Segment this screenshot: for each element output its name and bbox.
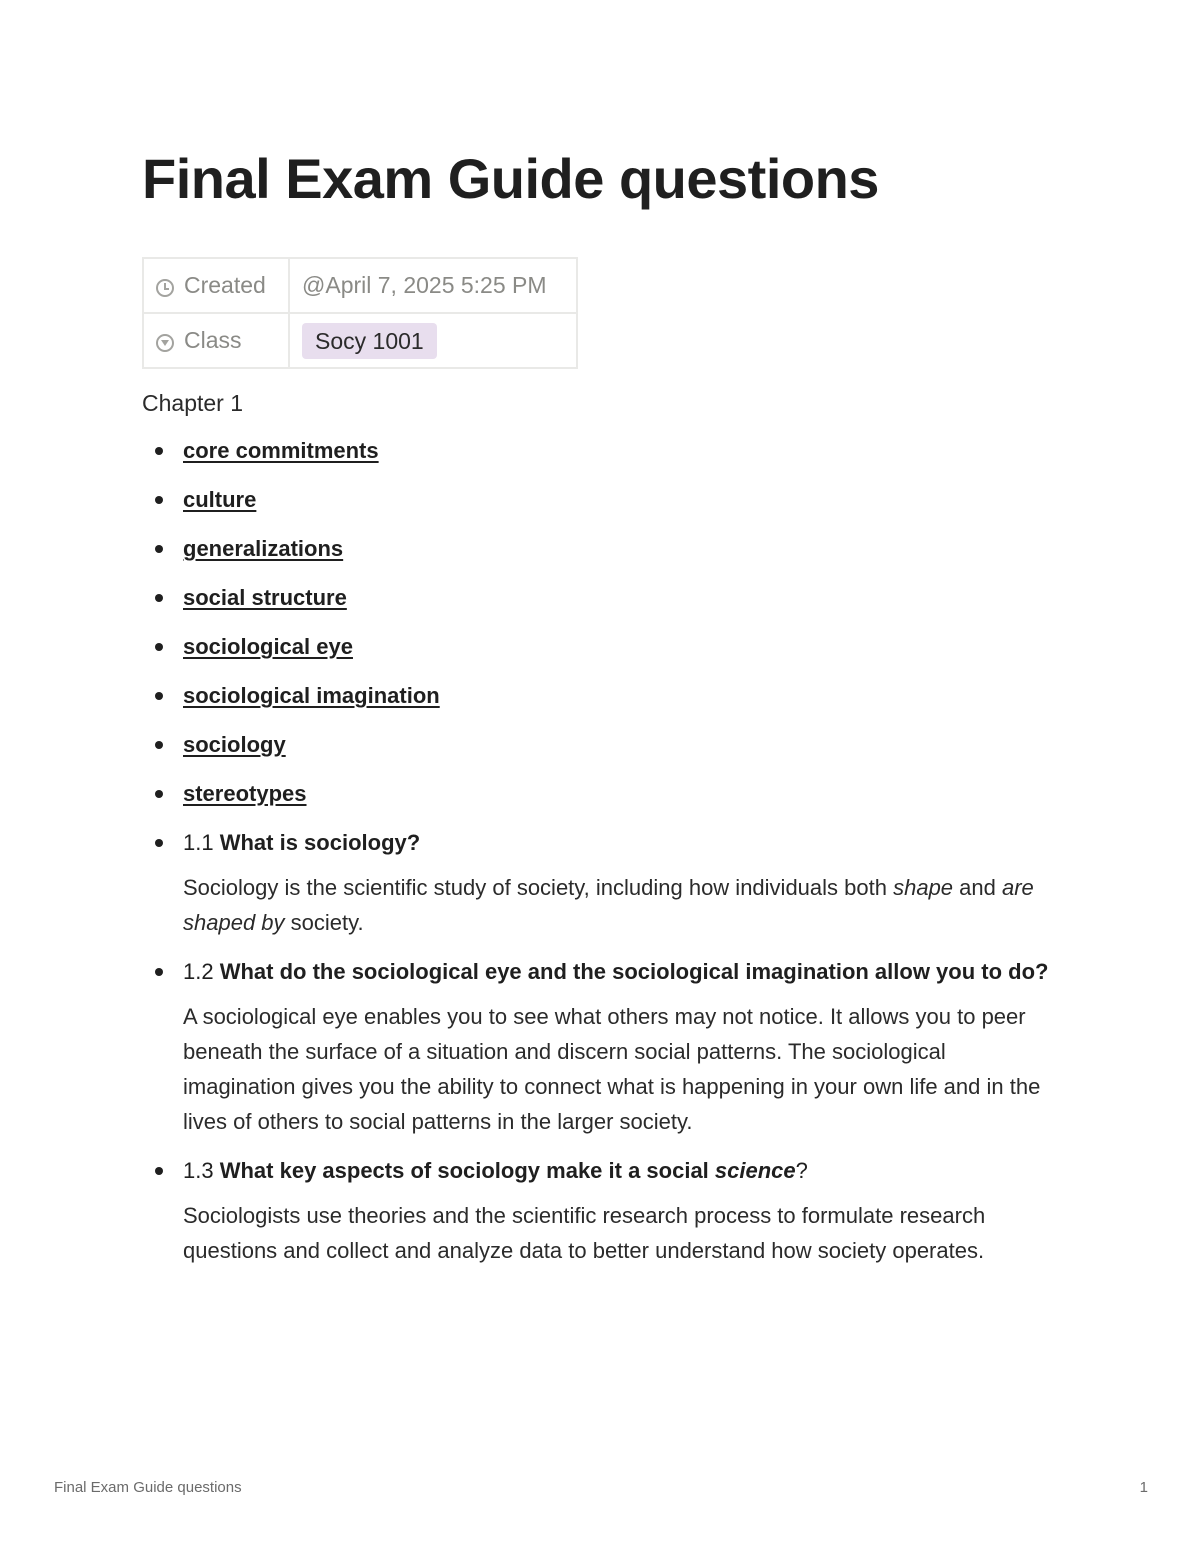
bullet-icon bbox=[155, 496, 163, 504]
bullet-icon bbox=[155, 839, 163, 847]
question-number: 1.1 bbox=[183, 830, 214, 855]
term-link[interactable]: social structure bbox=[183, 585, 347, 610]
footer-title: Final Exam Guide questions bbox=[54, 1479, 242, 1496]
list-item bbox=[142, 678, 1062, 727]
property-value-created[interactable] bbox=[289, 258, 577, 313]
term-link[interactable]: sociology bbox=[183, 732, 286, 757]
property-key-created bbox=[143, 258, 289, 313]
property-key-class bbox=[143, 313, 289, 368]
question-answer: A sociological eye enables you to see what others may not notice. It allows you to peer beneath the surface of a situation and discern social patterns. The sociological imagination gives you the ability to connect what is happening in your own life and in the lives of others to social patterns in the larger society. bbox=[183, 1004, 1041, 1134]
bullet-icon bbox=[155, 1167, 163, 1175]
term-link[interactable]: core commitments bbox=[183, 438, 379, 463]
class-tag[interactable]: Socy 1001 bbox=[302, 323, 437, 359]
bullet-list bbox=[142, 433, 1062, 1282]
term-link[interactable]: generalizations bbox=[183, 536, 344, 561]
class-label: Class bbox=[184, 327, 242, 353]
term-link[interactable]: sociological imagination bbox=[183, 683, 440, 708]
bullet-icon bbox=[155, 692, 163, 700]
property-row-class bbox=[143, 313, 577, 368]
bullet-icon bbox=[155, 545, 163, 553]
question-answer bbox=[183, 870, 1062, 940]
question-item bbox=[142, 1153, 1062, 1268]
list-item bbox=[142, 727, 1062, 776]
answer-text: society. bbox=[284, 910, 364, 935]
page-title: Final Exam Guide questions bbox=[142, 147, 879, 210]
list-item bbox=[142, 629, 1062, 678]
term-link[interactable]: sociological eye bbox=[183, 634, 353, 659]
list-item bbox=[142, 776, 1062, 825]
list-item bbox=[142, 531, 1062, 580]
question-heading: What is sociology? bbox=[219, 830, 421, 855]
list-item bbox=[142, 482, 1062, 531]
list-item bbox=[142, 433, 1062, 482]
question-number: 1.3 bbox=[183, 1158, 214, 1183]
bullet-icon bbox=[155, 447, 163, 455]
question-item bbox=[142, 954, 1062, 1139]
answer-emphasis: are shaped by bbox=[183, 875, 1034, 935]
property-row-created bbox=[143, 258, 577, 313]
answer-text: Sociology is the scientific study of society, including how individuals both bbox=[183, 875, 894, 900]
question-heading-tail: ? bbox=[795, 1158, 808, 1183]
bullet-icon bbox=[155, 643, 163, 651]
question-heading-emphasis: science bbox=[714, 1158, 796, 1183]
clock-icon bbox=[156, 279, 174, 297]
answer-text: and bbox=[953, 875, 1002, 900]
created-label: Created bbox=[184, 272, 266, 298]
properties-table bbox=[142, 257, 578, 369]
question-number: 1.2 bbox=[183, 959, 214, 984]
bullet-icon bbox=[155, 594, 163, 602]
question-answer: Sociologists use theories and the scientific research process to formulate research questions and collect and analyze data to better understand how society operates. bbox=[183, 1203, 986, 1263]
select-icon bbox=[156, 334, 174, 352]
bullet-icon bbox=[155, 741, 163, 749]
term-link[interactable]: stereotypes bbox=[183, 781, 307, 806]
question-heading bbox=[220, 1158, 796, 1183]
bullet-icon bbox=[155, 968, 163, 976]
term-link[interactable]: culture bbox=[183, 487, 257, 512]
list-item bbox=[142, 580, 1062, 629]
footer-page-number: 1 bbox=[1139, 1479, 1148, 1496]
created-date: @April 7, 2025 5:25 PM bbox=[302, 272, 547, 298]
answer-emphasis: shape bbox=[893, 875, 954, 900]
chapter-heading: Chapter 1 bbox=[142, 390, 244, 416]
property-value-class[interactable] bbox=[289, 313, 577, 368]
question-item bbox=[142, 825, 1062, 940]
question-heading-text: What key aspects of sociology make it a social bbox=[219, 1158, 715, 1183]
bullet-icon bbox=[155, 790, 163, 798]
question-heading: What do the sociological eye and the sociological imagination allow you to do? bbox=[219, 959, 1049, 984]
